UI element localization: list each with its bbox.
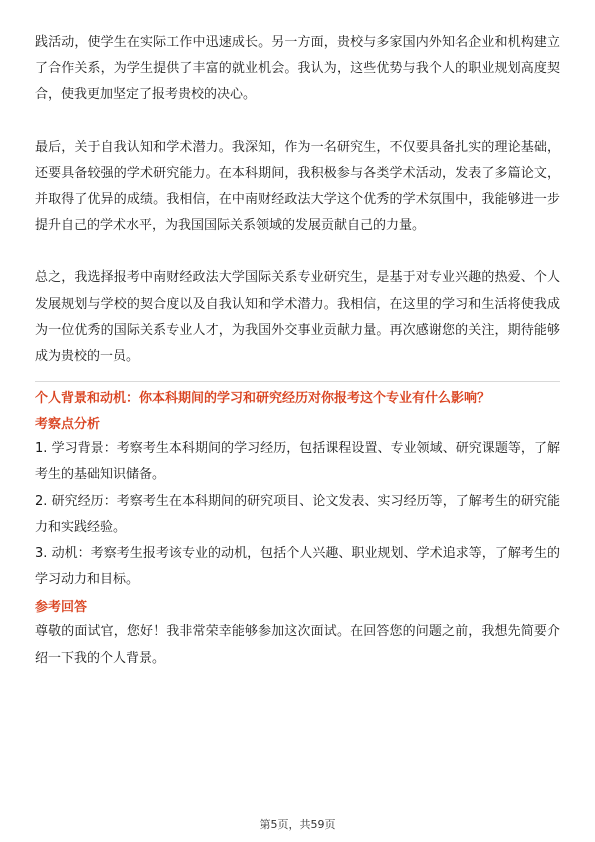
analysis-item: 2. 研究经历：考察考生在本科期间的研究项目、论文发表、实习经历等，了解考生的研究能力和实践经验。 [35,493,560,535]
analysis-heading: 考察点分析 [35,417,101,433]
analysis-item: 3. 动机：考察考生报考该专业的动机，包括个人兴趣、职业规划、学术追求等，了解考生的学习动力和目标。 [35,546,560,588]
paragraph-gap [35,239,560,265]
answer-paragraph: 尊敬的面试官，您好！我非常荣幸能够参加这次面试。在回答您的问题之前，我想先简要介绍一下我的个人背景。 [35,624,560,666]
page-number: 第5页，共59页 [259,818,336,831]
interview-question: 个人背景和动机：你本科期间的学习和研究经历对你报考这个专业有什么影响？ [35,391,491,407]
paragraph-advantages: 践活动，使学生在实际工作中迅速成长。另一方面，贵校与多家国内外知名企业和机构建立了合作关系，为学生提供了丰富的就业机会。我认为，这些优势与我个人的职业规划高度契合，使我更加坚定了报考贵校的决心。 [35,35,560,103]
document-page [35,30,560,672]
paragraph-gap [35,109,560,135]
section-divider [35,381,560,382]
analysis-list [35,436,560,593]
answer-heading: 参考回答 [35,600,88,616]
analysis-item: 1. 学习背景：考察考生本科期间的学习经历，包括课程设置、专业领域、研究课题等，了解考生的基础知识储备。 [35,441,560,483]
paragraph-conclusion: 总之，我选择报考中南财经政法大学国际关系专业研究生，是基于对专业兴趣的热爱、个人发展规划与学校的契合度以及自我认知和学术潜力。我相信，在这里的学习和生活将使我成为一位优秀的国际关系专业人才，为我国外交事业贡献力量。再次感谢您的关注，期待能够成为贵校的一员。 [35,270,560,365]
paragraph-self-awareness: 最后，关于自我认知和学术潜力。我深知，作为一名研究生，不仅要具备扎实的理论基础，还要具备较强的学术研究能力。在本科期间，我积极参与各类学术活动，发表了多篇论文，并取得了优异的成绩。我相信，在中南财经政法大学这个优秀的学术氛围中，我能够进一步提升自己的学术水平，为我国国际关系领域的发展贡献自己的力量。 [35,139,560,234]
